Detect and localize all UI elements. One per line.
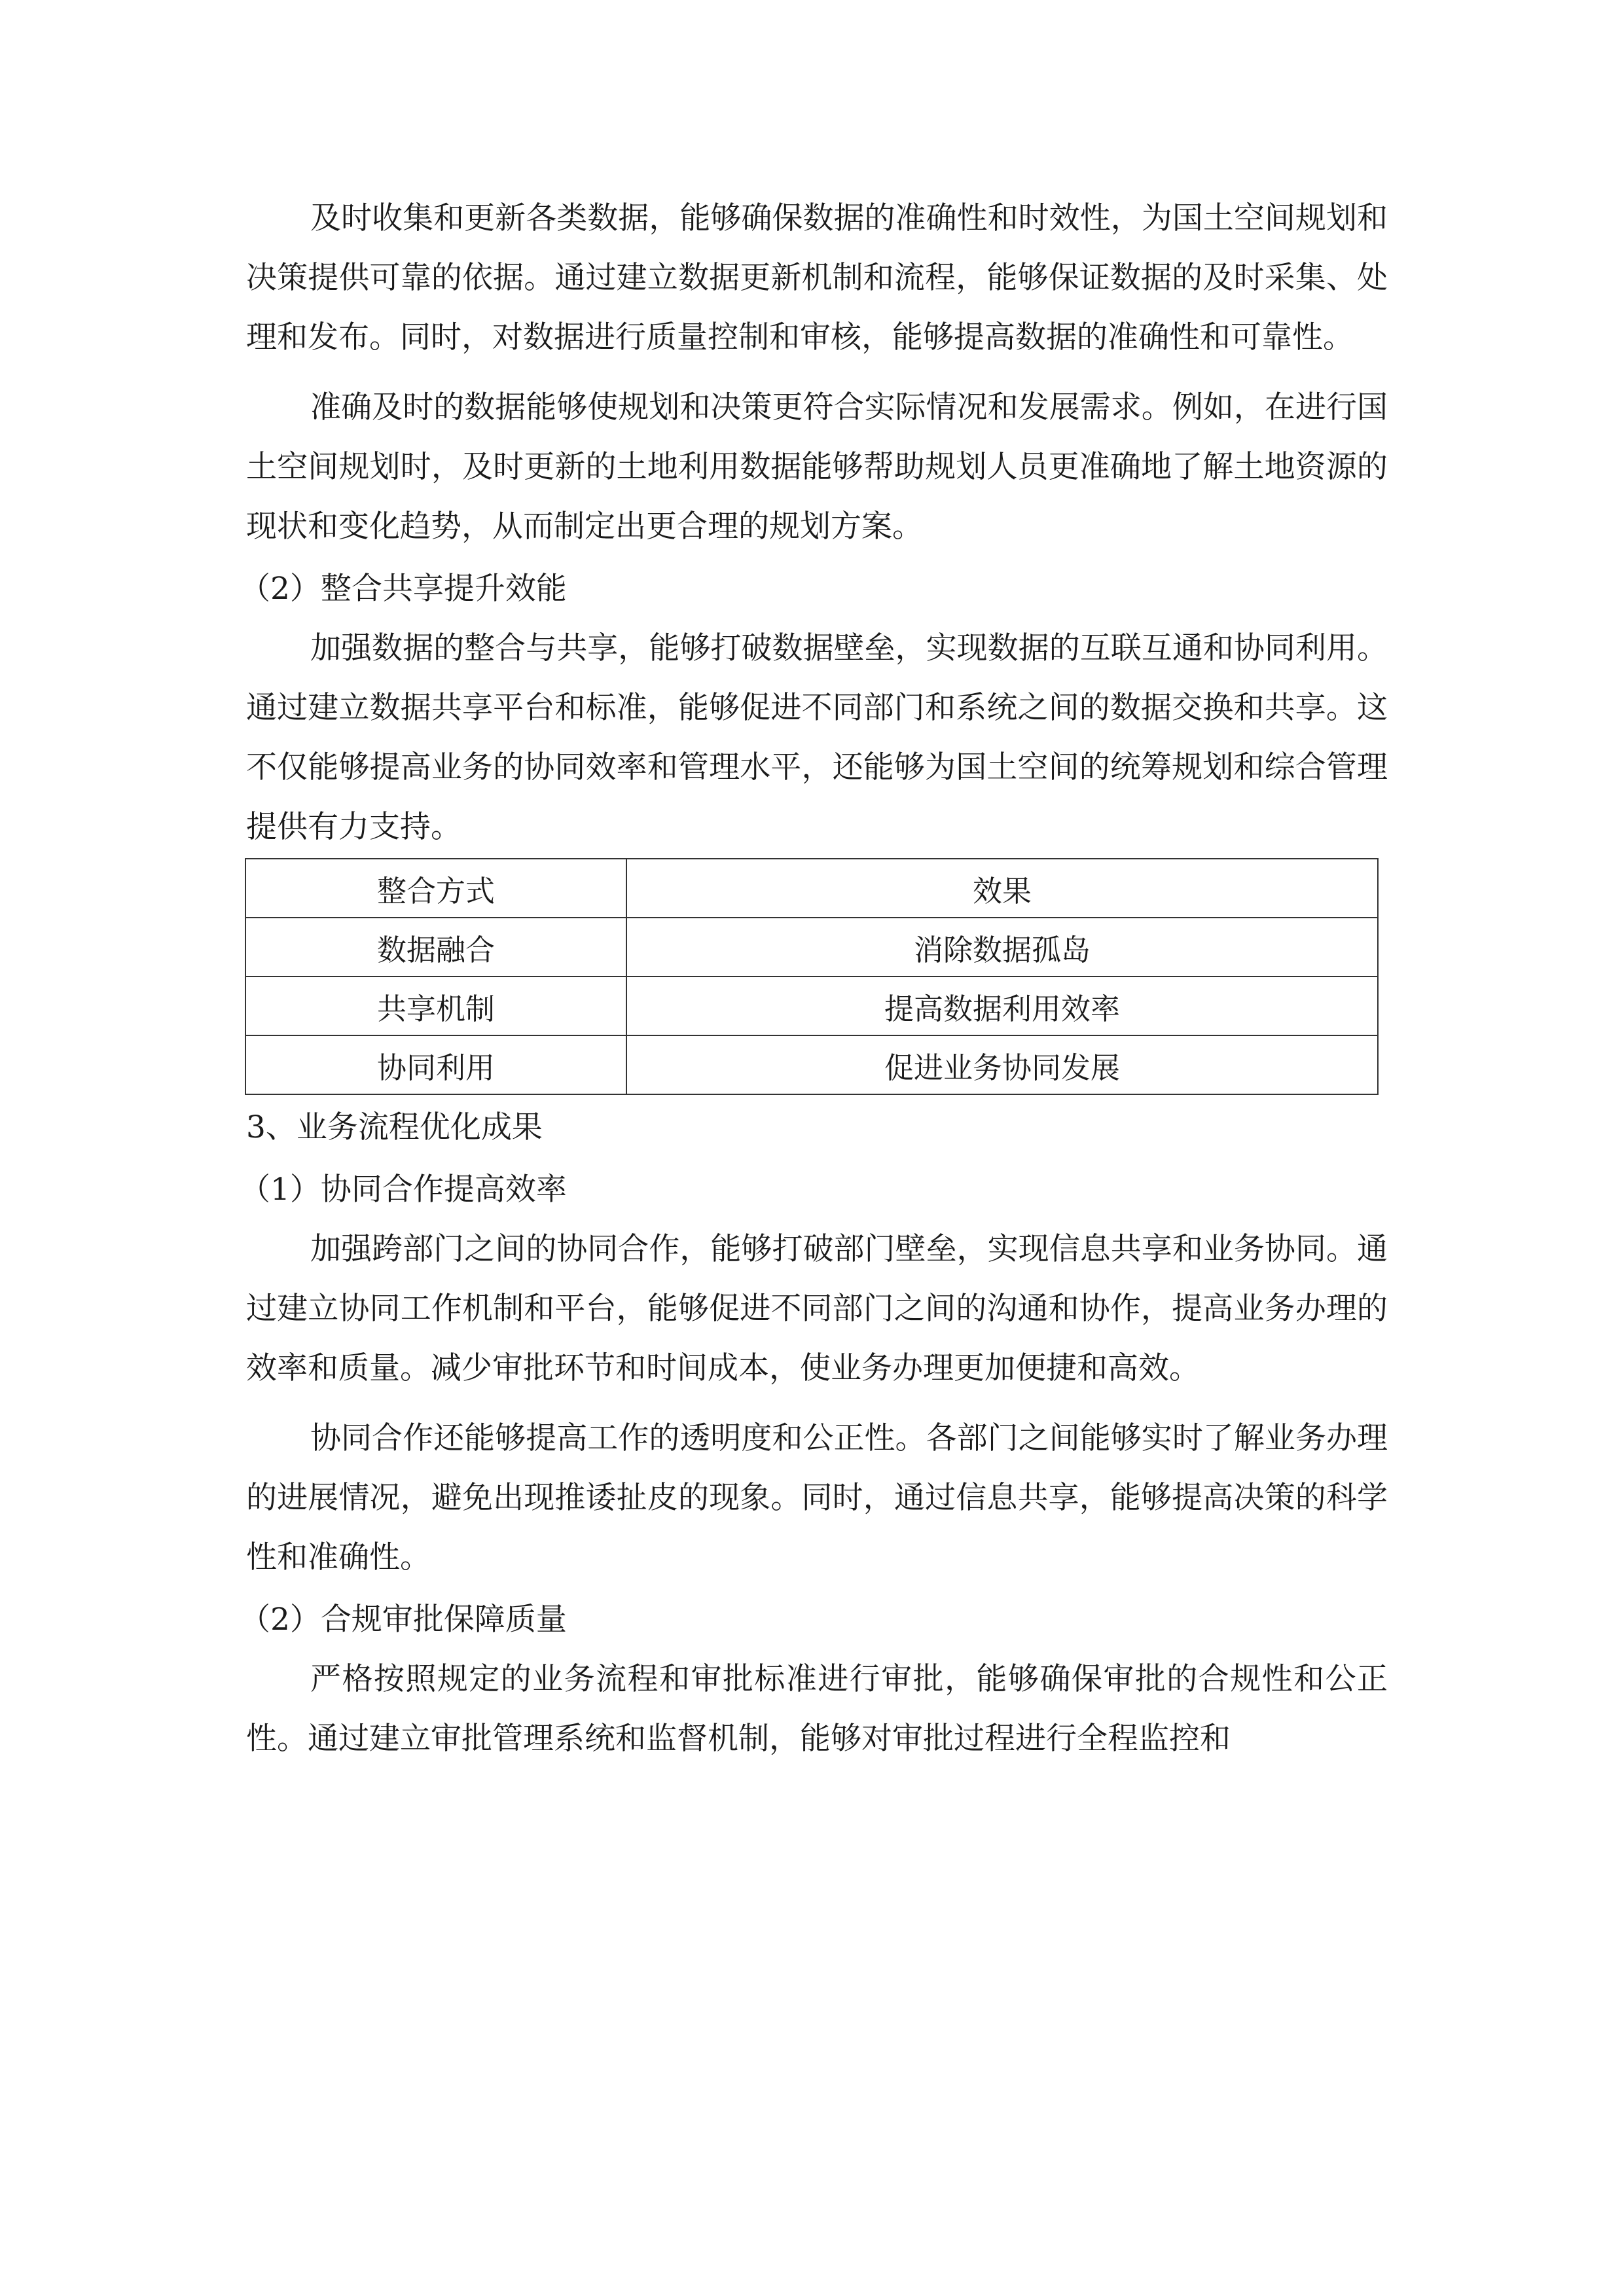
paragraph-integration-sharing: 加强数据的整合与共享，能够打破数据壁垒，实现数据的互联互通和协同利用。通过建立数据共享平台和标准，能够促进不同部门和系统之间的数据交换和共享。这不仅能够提高业务的协同效率和管理水平，还能够为国土空间的统筹规划和综合管理提供有力支持。: [246, 630, 1388, 845]
table-header-cell: 整合方式: [245, 859, 626, 918]
paragraph-transparency: 协同合作还能够提高工作的透明度和公正性。各部门之间能够实时了解业务办理的进展情况，避免出现推诿扯皮的现象。同时，通过信息共享，能够提高决策的科学性和准确性。: [246, 1420, 1388, 1575]
table-cell: 数据融合: [245, 918, 626, 977]
table-row: [245, 977, 1378, 1035]
paragraph-accurate-data: 准确及时的数据能够使规划和决策更符合实际情况和发展需求。例如，在进行国土空间规划时，及时更新的土地利用数据能够帮助规划人员更准确地了解土地资源的现状和变化趋势，从而制定出更合理的规划方案。: [246, 389, 1388, 545]
table-row: [245, 1035, 1378, 1094]
table-cell: 提高数据利用效率: [626, 977, 1378, 1035]
subheading-integration-sharing: （2）整合共享提升效能: [240, 571, 567, 607]
table-cell: 促进业务协同发展: [626, 1035, 1378, 1094]
integration-table: [245, 858, 1379, 1095]
table-header-cell: 效果: [626, 859, 1378, 918]
table-header-row: [245, 859, 1378, 918]
table-cell: 消除数据孤岛: [626, 918, 1378, 977]
document-body: [240, 188, 1388, 1768]
section-heading-process-optimization: 3、业务流程优化成果: [246, 1109, 543, 1145]
subheading-collaboration: （1）协同合作提高效率: [240, 1172, 567, 1208]
paragraph-cross-department: 加强跨部门之间的协同合作，能够打破部门壁垒，实现信息共享和业务协同。通过建立协同工作机制和平台，能够促进不同部门之间的沟通和协作，提高业务办理的效率和质量。减少审批环节和时间成本，使业务办理更加便捷和高效。: [246, 1231, 1388, 1386]
table-row: [245, 918, 1378, 977]
paragraph-data-timeliness: 及时收集和更新各类数据，能够确保数据的准确性和时效性，为国土空间规划和决策提供可靠的依据。通过建立数据更新机制和流程，能够保证数据的及时采集、处理和发布。同时，对数据进行质量控制和审核，能够提高数据的准确性和可靠性。: [246, 200, 1388, 355]
table-cell: 协同利用: [245, 1035, 626, 1094]
paragraph-compliance-approval: 严格按照规定的业务流程和审批标准进行审批，能够确保审批的合规性和公正性。通过建立审批管理系统和监督机制，能够对审批过程进行全程监控和: [246, 1661, 1388, 1757]
table-cell: 共享机制: [245, 977, 626, 1035]
subheading-compliance-approval: （2）合规审批保障质量: [240, 1602, 567, 1638]
